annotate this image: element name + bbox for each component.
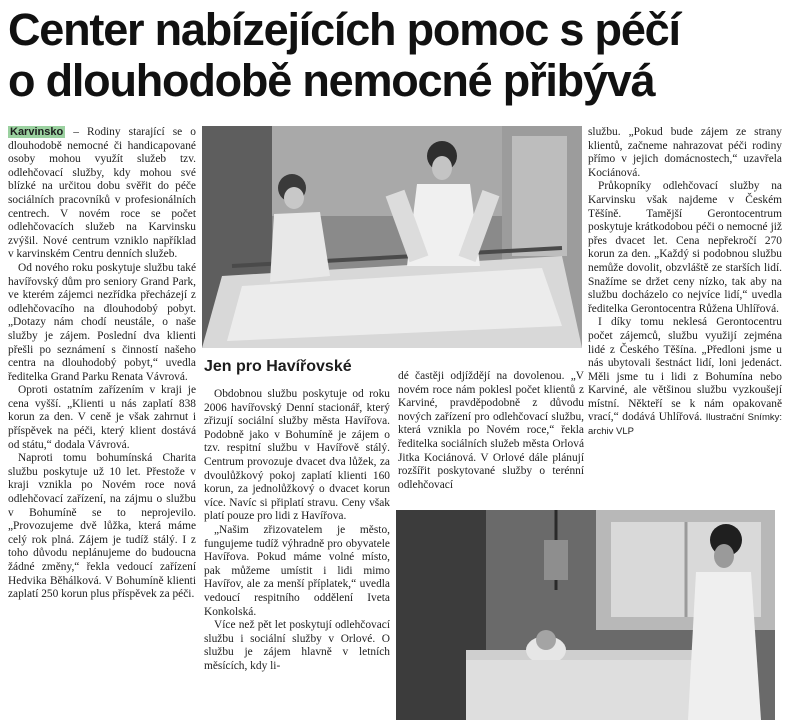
location-kicker: Karvinsko: [10, 126, 64, 138]
paragraph: Naproti tomu bohumínská Charita službu poskytuje už 10 let. Přestože v kraji vznikla po Novém roce nová odlehčovací zařízení, na zájmu o službu v Bohumíně se to neprojevilo. „Provozujeme dvě lůžka, která máme celý rok plná. Zájem je tudíž stálý. I z toho důvodu neplánujeme do budoucna žádné změny,“ řekla vedoucí zařízení Hedvika Běhálková. V Bohumíně klienti zaplatí 250 korun plus příspěvek za péči.: [8, 452, 196, 601]
photo-nurse-with-patient: [396, 510, 775, 720]
paragraph: Oproti ostatním zařízením v kraji je cena vyšší. „Klienti u nás zaplatí 838 korun za den. V ceně je však zahrnut i příspěvek na péči, který klient dostává od státu,“ dodala Vávrová.: [8, 384, 196, 451]
paragraph: Více než pět let poskytují odlehčovací službu i sociální služby v Orlové. O službu je zájem hlavně v letních měsících, kdy li-: [204, 619, 390, 672]
photo-credit: Ilustrační Snímky: archiv VLP: [588, 412, 782, 438]
paragraph: Obdobnou službu poskytuje od roku 2006 havířovský Denní stacionář, který zřizují sociální služby města Havířova. Podobně jako v Bohumíně je zájem o tzv. respitní službu v Havířově stálý. Centrum provozuje dvacet dva lůžek, za dvoulůžkový pokoj zaplatí klienti 160 korun, za jednolůžkový o dvacet korun více. Navíc si připlatí stravu. Ceny však platí pouze pro lidi z Havířova.: [204, 388, 390, 523]
paragraph: Od nového roku poskytuje službu také havířovský dům pro seniory Grand Park, ve kterém zájemci nezřídka přecházejí z odlehčovacího na dlouhodobý pobyt. „Dotazy nám chodí neustále, o naše služby je zájem. Poslední dva klienti přešli po seznámení s činností našeho centra na dlouhodobý pobyt,“ uvedla ředitelka Grand Parku Renata Vávrová.: [8, 261, 196, 383]
photo-nurses-making-bed: [202, 126, 582, 348]
article-column-2: [204, 388, 390, 673]
article-column-4: [588, 126, 782, 439]
article-column-3: [398, 370, 584, 492]
paragraph: službu. „Pokud bude zájem ze strany klientů, začneme nahrazovat péči rodiny přímo v jejich domácnostech,“ uzavřela Kociánová.: [588, 126, 782, 179]
headline: [8, 4, 788, 106]
article-column-1: [8, 126, 196, 602]
paragraph: [588, 316, 782, 438]
lead-text: – Rodiny starající se o dlouhodobě nemocné či handicapované osoby mohou využít služeb tzv. odlehčovací služby, kdy mohou své blízké na určitou dobu svěřit do péče sociálních pracovníků v profesionálních centrech. V novém roce se počet odlehčovacích služeb na Karvinsku zvýšil. Nové centrum vzniklo například v karvinském Centru denních služeb.: [8, 126, 196, 261]
lead-paragraph: [8, 126, 196, 262]
paragraph-text: I díky tomu neklesá Gerontocentru počet zájemců, službu využijí zejména lidé z Českého Těšína. „Předloni jsme u nás ubytovali šestnáct lidí, loni jedenáct. Měli jsme tu i lidi z Bohumína nebo Karviné, ale většinou službu vyzkoušejí místní. Někteří se k nám opakovaně vrací,“ dodává Uhlířová.: [588, 316, 782, 424]
paragraph: Průkopníky odlehčovací služby na Karvinsku však najdeme v Českém Těšíně. Tamější Gerontocentrum poskytuje krátkodobou péči o nemocné již přes dvacet let. Cena nepřekročí 270 korun za den. „Každý si podobnou službu nemůže dovolit, obzvláště ze starších lidí. Snažíme se držet ceny nízko, tak aby na službu docházelo co nejvíce lidí,“ uvedla ředitelka Gerontocentra Růžena Uhlířová.: [588, 180, 782, 315]
photo-nurses-illustration: [202, 126, 582, 348]
section-subhead: Jen pro Havířovské: [204, 358, 352, 375]
photo-patient-illustration: [396, 510, 775, 720]
paragraph: dé častěji odjíždějí na dovolenou. „V novém roce nám poklesl počet klientů z Karviné, pravděpodobně z důvodu nových zařízení pro odlehčovací službu, která vznikla po Novém roce,“ řekla ředitelka sociálních služeb města Orlová Jitka Kociánová. V Orlové dále plánují rozšířit poskytované služby o terénní odlehčovací: [398, 370, 584, 491]
paragraph: „Našim zřizovatelem je město, fungujeme tudíž výhradně pro obyvatele Havířova. Pokud máme volné místo, pak můžeme umístit i lidi mimo Havířov, ale za menší příplatek,“ uvedla vedoucí respitního oddělení Iveta Konkolská.: [204, 523, 390, 618]
headline-line-2: o dlouhodobě nemocné přibývá: [8, 55, 655, 106]
headline-line-1: Center nabízejících pomoc s péčí: [8, 4, 680, 55]
